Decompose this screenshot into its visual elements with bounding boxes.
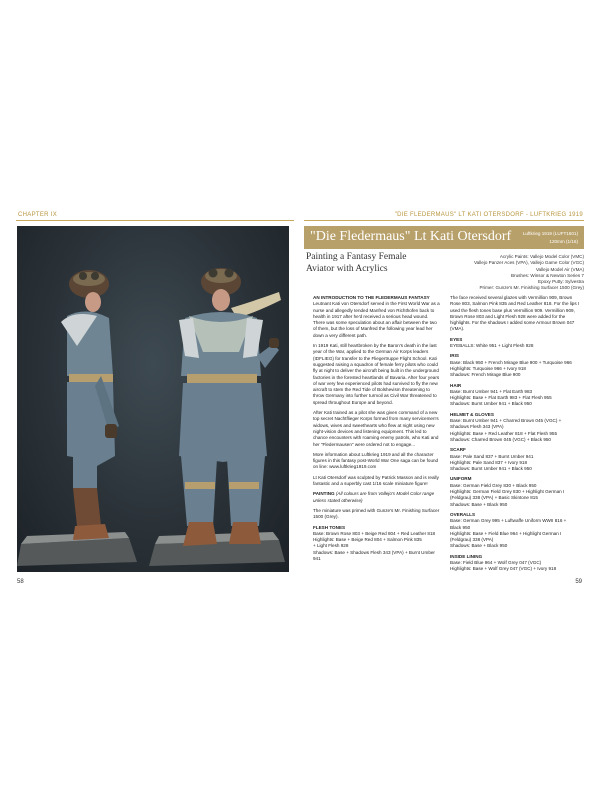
painting-heading <box>313 491 441 504</box>
recipe-sections <box>450 337 580 573</box>
recipe-line: Black 950 <box>450 524 471 530</box>
miniature-photo <box>17 226 289 572</box>
recipe-line: Highlights: Base + Beige Red 804 + Salmon Pink 835 <box>313 537 422 543</box>
recipe-line: Base: Field Blue 964 + Wolf Grey 047 (VGC) <box>450 559 542 565</box>
running-title: "DIE FLEDERMAUS" LT KATI OTERSDORF - LUFTKRIEG 1919 <box>394 212 583 218</box>
materials-line: Primer: Gunze's Mr. Finishing Surfacer 1500 (Grey) <box>479 285 584 291</box>
section-heading: FLESH TONES <box>313 524 346 530</box>
text-column-right <box>450 295 580 577</box>
recipe-line: EYEBALLS: White 951 + Light Flesh 928 <box>450 343 534 349</box>
recipe-line: Highlights: Pale Sand 837 + Ivory 918 <box>450 459 527 465</box>
body-paragraph: The face received several glazes with Vermillion 909, Brown Rose 803, Salmon Pink 835 and Red Leather 818. For the lips I used the flesh tones base plus Vermillion 909. Vermillion 909, Brown Rose 803 and Light Flesh 928 were added for the highlights. For the shadows I added some Armour Brown 047 (VMA). <box>450 295 580 332</box>
section-heading: UNIFORM <box>450 476 472 482</box>
recipe-line: (Feldgrau) 338 (VPA) + Basic Skintone 815 <box>450 495 538 501</box>
materials-line: Vallejo Panzer Aces (VPA), Vallejo Game Color (VGC) <box>473 260 584 266</box>
recipe-block <box>450 383 580 408</box>
recipe-line: + Light Flesh 928 <box>313 543 349 549</box>
materials-line: Acrylic Paints: Vallejo Model Color (VMC) <box>499 254 584 259</box>
materials-line: Vallejo Model Air (VMA) <box>535 266 584 272</box>
kit-scale: 120mm (1/16) <box>549 239 578 244</box>
recipe-block <box>450 554 580 573</box>
recipe-block <box>450 353 580 378</box>
recipe-line: Shadows: Base + Black 950 <box>450 543 508 549</box>
header-rule-right <box>304 220 584 221</box>
recipe-line: (Feldgrau) 338 (VPA) <box>450 537 494 543</box>
body-paragraph: In 1919 Kati, still heartbroken by the Baron's death in the last year of the War, applied to the German Air Korps leaders (IDFLIEG) for transfer to the Fliegertruppe Flight School. Kati suggested raising a squadron of female ferry pilots who could fly at night to deliver the aircraft being built in the underground factories in the forested heartlands of Bavaria. After four years of war very few experienced pilots had survived to fly the new aircraft to stem the Red Tide of Bolshevism threatening to throw Germany into further turmoil as Civil War threatened to spread throughout Europe and beyond. <box>313 343 440 405</box>
recipe-block <box>450 512 580 550</box>
recipe-block <box>450 476 580 507</box>
section-heading: IRIS <box>450 353 459 359</box>
recipe-line: Base: Burnt Umber 941 + Flat Earth 983 <box>450 388 533 394</box>
painting-label: PAINTING <box>313 491 335 497</box>
chapter-heading: CHAPTER IX <box>18 212 58 218</box>
recipe-line: Highlights: Base + Wolf Grey 047 (VGC) + Ivory 918 <box>450 566 557 572</box>
recipe-line: Shadows: Burnt Umber 941 + Black 950 <box>450 466 532 472</box>
recipe-line: Highlights: German Field Grey 830 + Highlight German I <box>450 489 565 495</box>
recipe-line: Base: Burnt Umber 941 + Charred Brown 045 (VGC) + <box>450 418 562 424</box>
recipe-line: Base: Pale Sand 837 + Burnt Umber 941 <box>450 453 534 459</box>
recipe-line: Base: Black 950 + French Mirage Blue 900 + Turquoise 966 <box>450 359 572 365</box>
body-paragraph: Leutnant Kati von Otersdorf served in the First World War as a nurse and allegedly tended Manfred von Richthofen back to health in 1917 after he'd received a serious head wound. There was some speculation about an affair between the two of them, but the loss of Manfred the following year lead her down a very different path. <box>313 301 440 338</box>
section-heading: HAIR <box>450 382 462 388</box>
section-heading: INSIDE LINING <box>450 553 483 559</box>
section-heading: SCARF <box>450 447 466 453</box>
body-paragraph: After Kati trained as a pilot she was given command of a new top secret Nachtflieger Korps formed from many servicemen's widows, wives and sweethearts who flew at night using new night-vision devices and listening equipment. This led to chance encounters with roaming enemy patrols, who Kati and her "Fledermausen" were ordered not to engage... <box>313 410 439 447</box>
recipe-line: Shadows: Base + Black 950 <box>450 501 508 507</box>
materials-line: Epoxy Putty: Sylvestra <box>538 279 584 285</box>
painting-note: (All colours are from Vallejo's Model Color range unless stated otherwise) <box>313 491 435 503</box>
text-column-left <box>313 295 441 566</box>
recipe-line: Shadows: Burnt Umber 941 + Black 950 <box>450 401 532 407</box>
recipe-line: Base: German Grey 995 + Luftwaffe Uniform WWII 816 + <box>450 518 567 524</box>
materials-line: Brushes: Winsor & Newton Series 7 <box>510 272 584 278</box>
recipe-line: Base: German Field Grey 830 + Black 950 <box>450 482 537 488</box>
section-heading: OVERALLS <box>450 511 476 517</box>
body-paragraph: More information about Luftkrieg 1919 and all the character figures in this fantasy post-World War One saga can be found on line: www.luftkrieg1919.com <box>313 451 439 470</box>
materials-list <box>414 254 584 292</box>
body-paragraph: The miniature was primed with Gunze's Mr. Finishing Surfacer 1500 (Grey). <box>313 507 440 520</box>
recipe-line: Shadows: Charred Brown 045 (VGC) + Black 950 <box>450 436 551 442</box>
recipe-line: Highlights: Base + Red Leather 818 + Flat Flesh 955 <box>450 430 557 436</box>
recipe-line: Highlights: Turquoise 966 + Ivory 918 <box>450 365 526 371</box>
recipe-line: Base: Brown Rose 803 + Beige Red 804 + Red Leather 818 <box>313 530 436 536</box>
recipe-block <box>450 412 580 443</box>
title-band <box>304 226 584 249</box>
recipe-line: Shadows: Base + Shadows Flesh 343 (VPA) + Burnt Umber 941 <box>313 549 435 561</box>
kit-reference: Luftkrieg 1919 (LUFT1601) <box>522 231 578 236</box>
recipe-block <box>450 447 580 472</box>
article-subtitle: Painting a Fantasy Female Aviator with Acrylics <box>306 252 407 274</box>
article-title: "Die Fledermaus" Lt Kati Otersdorf <box>310 229 512 244</box>
section-heading: HELMET & GLOVES <box>450 411 494 417</box>
miniature-illustration <box>17 226 289 572</box>
recipe-line: Highlights: Base + Field Blue 964 + Highlight German I <box>450 530 562 536</box>
recipe-line: Shadows: French Mirage Blue 900 <box>450 372 521 378</box>
header-rule-left <box>16 220 294 221</box>
page-number-right: 59 <box>575 579 582 585</box>
page-number-left: 58 <box>17 579 24 585</box>
section-heading: AN INTRODUCTION TO THE FLEDERMAUS FANTASY <box>313 295 430 300</box>
recipe-block <box>313 525 441 563</box>
section-heading: EYES <box>450 336 463 342</box>
recipe-line: Shadows Flesh 343 (VPA) <box>450 424 504 430</box>
recipe-block <box>450 337 580 350</box>
body-paragraph: Lt Kati Otersdorf was sculpted by Patrick Masson and is really fantastic and a superbly cast 1/16 scale miniature figure! <box>313 474 439 487</box>
recipe-line: Highlights: Base + Flat Earth 983 + Flat Flesh 955 <box>450 395 552 401</box>
